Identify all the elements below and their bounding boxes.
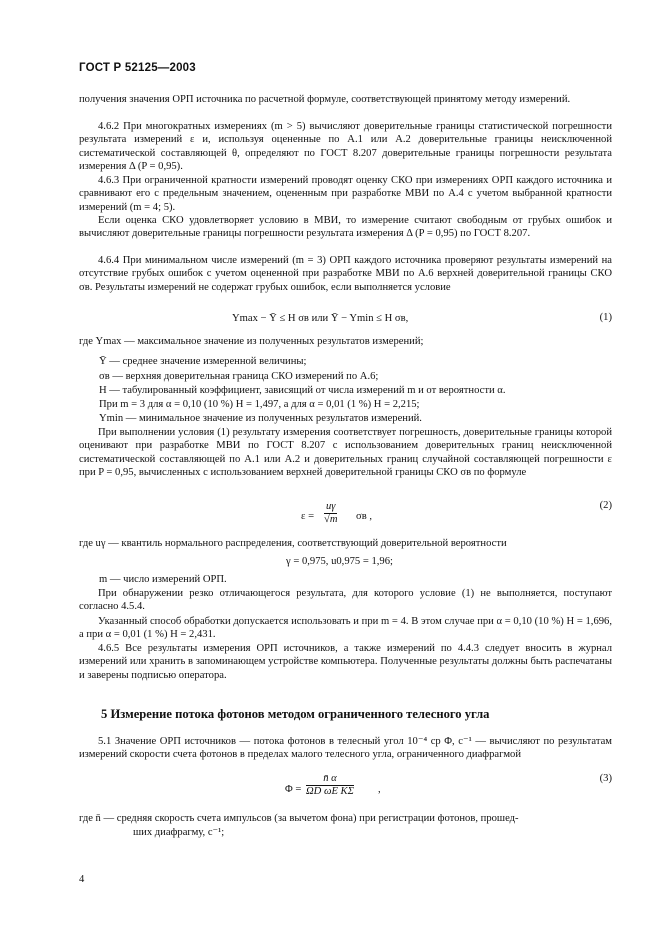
page-number: 4 bbox=[79, 874, 85, 885]
where-u-gamma: где uγ — квантиль нормального распределения, соответствующий доверительной вероятности bbox=[79, 538, 507, 549]
equation-3-numerator: n̄ α bbox=[306, 773, 354, 786]
equation-2-numerator: uγ bbox=[326, 501, 336, 512]
equation-3-tail: , bbox=[378, 784, 381, 795]
paragraph-continuation: получения значения ОРП источника по расчетной формуле, соответствующей принятому методу измерений. bbox=[79, 94, 571, 105]
where-h: H — табулированный коэффициент, зависящий от числа измерений m и от вероятности α. bbox=[99, 385, 506, 396]
equation-2-denominator: √m bbox=[324, 514, 338, 525]
equation-3-fraction bbox=[306, 773, 354, 798]
equation-2-tail: σв , bbox=[356, 511, 373, 522]
paragraph-m4: Указанный способ обработки допускается использовать и при m = 4. В этом случае при α = 0,10 (10 %) H = 1,696, а при α = 0,01 (1 %) H = 2,431. bbox=[79, 616, 612, 641]
paragraph-4-6-3-cont: Если оценка СКО удовлетворяет условию в МВИ, то измерение считают свободным от грубых ошибок и вычисляют доверительные границы погрешности результата измерения Δ (P = 0,95) по ГОСТ 8.207. bbox=[79, 215, 612, 240]
equation-2-fraction bbox=[324, 501, 337, 526]
equation-3-lhs: Φ = bbox=[285, 784, 302, 795]
equation-2-lhs: ε = bbox=[301, 511, 315, 522]
paragraph-4-6-5: 4.6.5 Все результаты измерения ОРП источников, а также измерений по 4.4.3 следует вносить в журнал измерений или хранить в запоминающем устройстве компьютера. Полученные результаты должны быть распечатаны и заверены подписью оператора. bbox=[79, 643, 612, 681]
where-n-bar: где n̄ — средняя скорость счета импульсов (за вычетом фона) при регистрации фотонов, прошед- bbox=[79, 813, 519, 824]
equation-1: Ymax − Ȳ ≤ H σв или Ȳ − Ymin ≤ H σв, bbox=[232, 313, 409, 324]
where-sigma: σв — верхняя доверительная граница СКО измерений по А.6; bbox=[99, 371, 379, 382]
equation-3-number: (3) bbox=[599, 773, 612, 784]
document-header: ГОСТ Р 52125—2003 bbox=[79, 62, 196, 74]
equation-1-number: (1) bbox=[599, 312, 612, 323]
where-ymin: Ymin — минимальное значение из полученных результатов измерений. bbox=[99, 413, 422, 424]
equation-gamma: γ = 0,975, u0,975 = 1,96; bbox=[286, 556, 393, 567]
where-ybar: Ȳ — среднее значение измеренной величины; bbox=[99, 356, 307, 367]
paragraph-4-6-2: 4.6.2 При многократных измерениях (m > 5) вычисляют доверительные границы статистической погрешности результата измерений ε и, используя оцененные по А.1 или А.2 доверительные границы неисключенной систематической составляющей θ, определяют по ГОСТ 8.207 доверительные границы погрешности результата измерения Δ (P = 0,95). bbox=[79, 121, 612, 173]
where-h-values: При m = 3 для α = 0,10 (10 %) H = 1,497, а для α = 0,01 (1 %) H = 2,215; bbox=[99, 399, 420, 410]
equation-2-number: (2) bbox=[599, 500, 612, 511]
paragraph-4-6-3: 4.6.3 При ограниченной кратности измерений проводят оценку СКО при измерениях ОРП каждого источника и сравнивают его с предельным значением, оцененным при разработке МВИ по А.4 с учетом выбранной кратности измерений (m = 4; 5). bbox=[79, 175, 612, 213]
where-n-bar-cont: ших диафрагму, с⁻¹; bbox=[133, 827, 225, 838]
paragraph-outlier: При обнаружении резко отличающегося результата, для которого условие (1) не выполняется, поступают согласно 4.5.4. bbox=[79, 588, 612, 613]
paragraph-5-1: 5.1 Значение ОРП источников — потока фотонов в телесный угол 10⁻⁴ ср Φ, с⁻¹ — вычисляют по результатам измерений скорости счета фотонов в пределах малого телесного угла, ограниченного диафрагмой bbox=[79, 736, 612, 761]
paragraph-condition: При выполнении условия (1) результату измерения соответствует погрешность, доверительные границы которой оценивают при разработке МВИ по ГОСТ 8.207 с использованием доверительных границ неисключенной систематической составляющей по А.1 или А.2 и доверительных границ случайной составляющей погрешности ε при P = 0,95, вычисленных с использованием верхней доверительной границы СКО σв по формуле bbox=[79, 427, 612, 479]
paragraph-4-6-4: 4.6.4 При минимальном числе измерений (m = 3) ОРП каждого источника проверяют результаты измерений на отсутствие грубых ошибок с учетом оцененной при разработке МВИ по А.6 верхней доверительной границы СКО σв. Результаты измерений не содержат грубых ошибок, если выполняется условие bbox=[79, 255, 612, 293]
where-m: m — число измерений ОРП. bbox=[99, 574, 227, 585]
section-5-heading: 5 Измерение потока фотонов методом ограниченного телесного угла bbox=[101, 707, 490, 721]
equation-3-denominator: ΩD ωE KΣ bbox=[306, 786, 354, 797]
where-ymax: где Ymax — максимальное значение из полученных результатов измерений; bbox=[79, 336, 424, 347]
